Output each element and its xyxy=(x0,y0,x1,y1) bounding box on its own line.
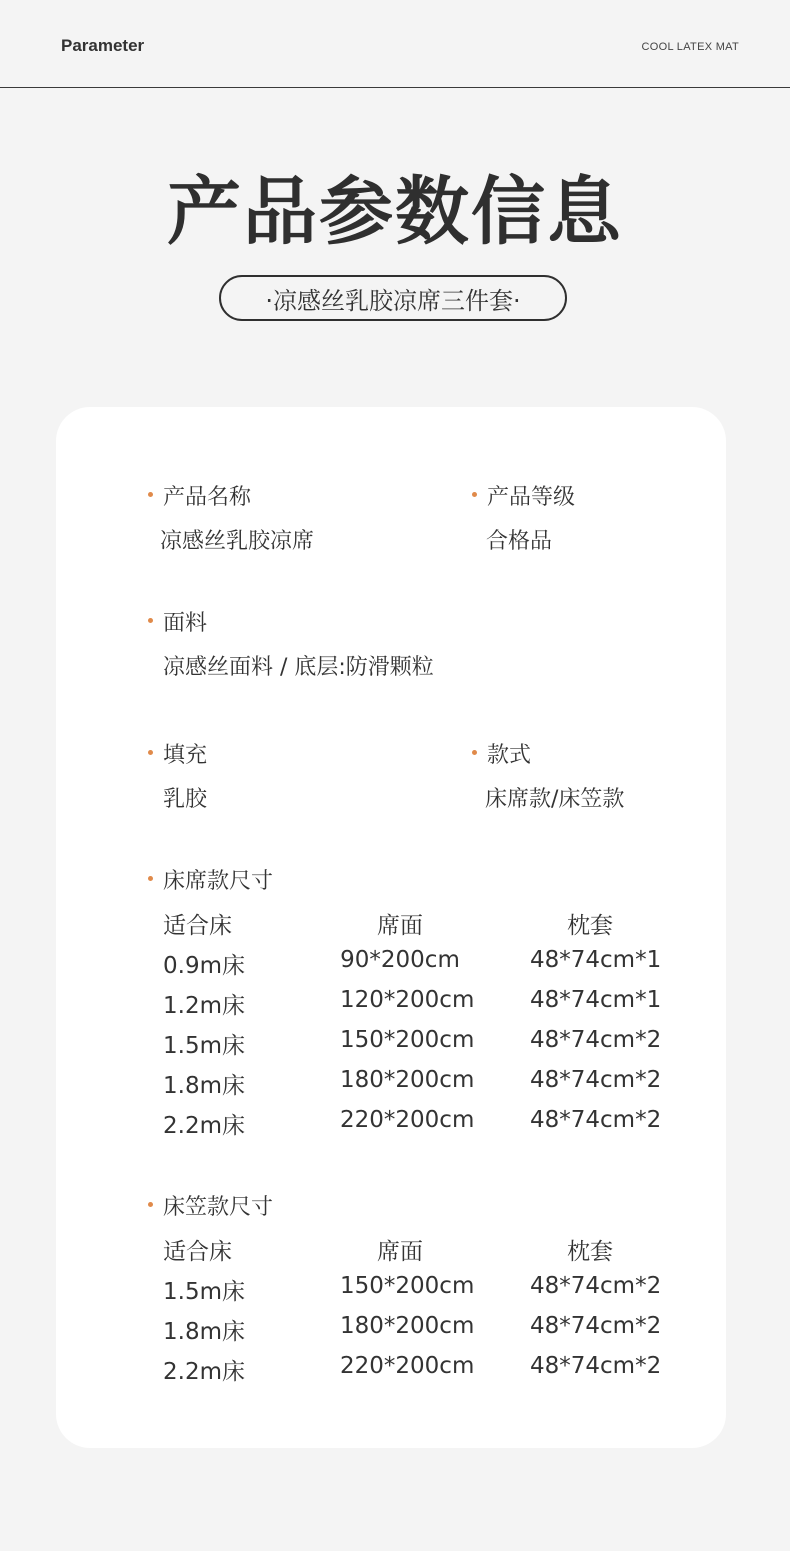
table-cell: 48*74cm*2 xyxy=(530,1273,662,1299)
table-cell: 48*74cm*1 xyxy=(530,947,662,973)
table-cell: 48*74cm*2 xyxy=(530,1027,662,1053)
field-value-filling: 乳胶 xyxy=(163,787,208,812)
table-cell: 1.8m床 xyxy=(163,1319,245,1345)
field-label-product-name: 产品名称 xyxy=(148,480,251,511)
field-value-product-grade: 合格品 xyxy=(486,529,553,554)
table-cell: 90*200cm xyxy=(340,947,460,973)
page-header xyxy=(0,0,790,88)
table-header-cell: 席面 xyxy=(377,913,423,939)
header-parameter-label: Parameter xyxy=(61,36,145,55)
bullet-dot xyxy=(472,492,477,497)
field-value-style: 床席款/床笠款 xyxy=(485,787,625,812)
table-header-cell: 枕套 xyxy=(567,1239,613,1265)
table-header-cell: 适合床 xyxy=(163,913,232,939)
table-cell: 1.2m床 xyxy=(163,993,245,1019)
subtitle-pill xyxy=(219,275,567,321)
table-header-cell: 适合床 xyxy=(163,1239,232,1265)
table-header-cell: 枕套 xyxy=(567,913,613,939)
field-label-fabric: 面料 xyxy=(148,606,207,637)
table-cell: 2.2m床 xyxy=(163,1113,245,1139)
table-cell: 1.5m床 xyxy=(163,1279,245,1305)
table-cell: 150*200cm xyxy=(340,1273,475,1299)
table-cell: 180*200cm xyxy=(340,1313,475,1339)
bullet-dot xyxy=(472,750,477,755)
table-cell: 1.8m床 xyxy=(163,1073,245,1099)
table-cell: 220*200cm xyxy=(340,1107,475,1133)
table-cell: 2.2m床 xyxy=(163,1359,245,1385)
bullet-dot xyxy=(148,876,153,881)
table-cell: 48*74cm*2 xyxy=(530,1313,662,1339)
bullet-dot xyxy=(148,618,153,623)
table-cell: 48*74cm*2 xyxy=(530,1107,662,1133)
table-cell: 0.9m床 xyxy=(163,953,245,979)
table-cell: 48*74cm*1 xyxy=(530,987,662,1013)
table-cell: 180*200cm xyxy=(340,1067,475,1093)
table-cell: 48*74cm*2 xyxy=(530,1353,662,1379)
bullet-dot xyxy=(148,492,153,497)
parameter-card xyxy=(56,407,726,1448)
field-label-style: 款式 xyxy=(472,738,531,769)
table-cell: 220*200cm xyxy=(340,1353,475,1379)
page-title: 产品参数信息 xyxy=(167,169,623,255)
table2-label: 床笠款尺寸 xyxy=(148,1190,273,1221)
bullet-dot xyxy=(148,1202,153,1207)
table-cell: 1.5m床 xyxy=(163,1033,245,1059)
table-cell: 120*200cm xyxy=(340,987,475,1013)
subtitle-text: ·凉感丝乳胶凉席三件套· xyxy=(265,286,521,315)
table-header-cell: 席面 xyxy=(377,1239,423,1265)
field-value-product-name: 凉感丝乳胶凉席 xyxy=(160,529,315,554)
bullet-dot xyxy=(148,750,153,755)
table1-label: 床席款尺寸 xyxy=(148,864,273,895)
table-cell: 150*200cm xyxy=(340,1027,475,1053)
header-product-tag: COOL LATEX MAT xyxy=(641,41,739,53)
field-label-filling: 填充 xyxy=(148,738,207,769)
field-label-product-grade: 产品等级 xyxy=(472,480,575,511)
table-cell: 48*74cm*2 xyxy=(530,1067,662,1093)
field-value-fabric: 凉感丝面料 / 底层:防滑颗粒 xyxy=(163,655,434,680)
